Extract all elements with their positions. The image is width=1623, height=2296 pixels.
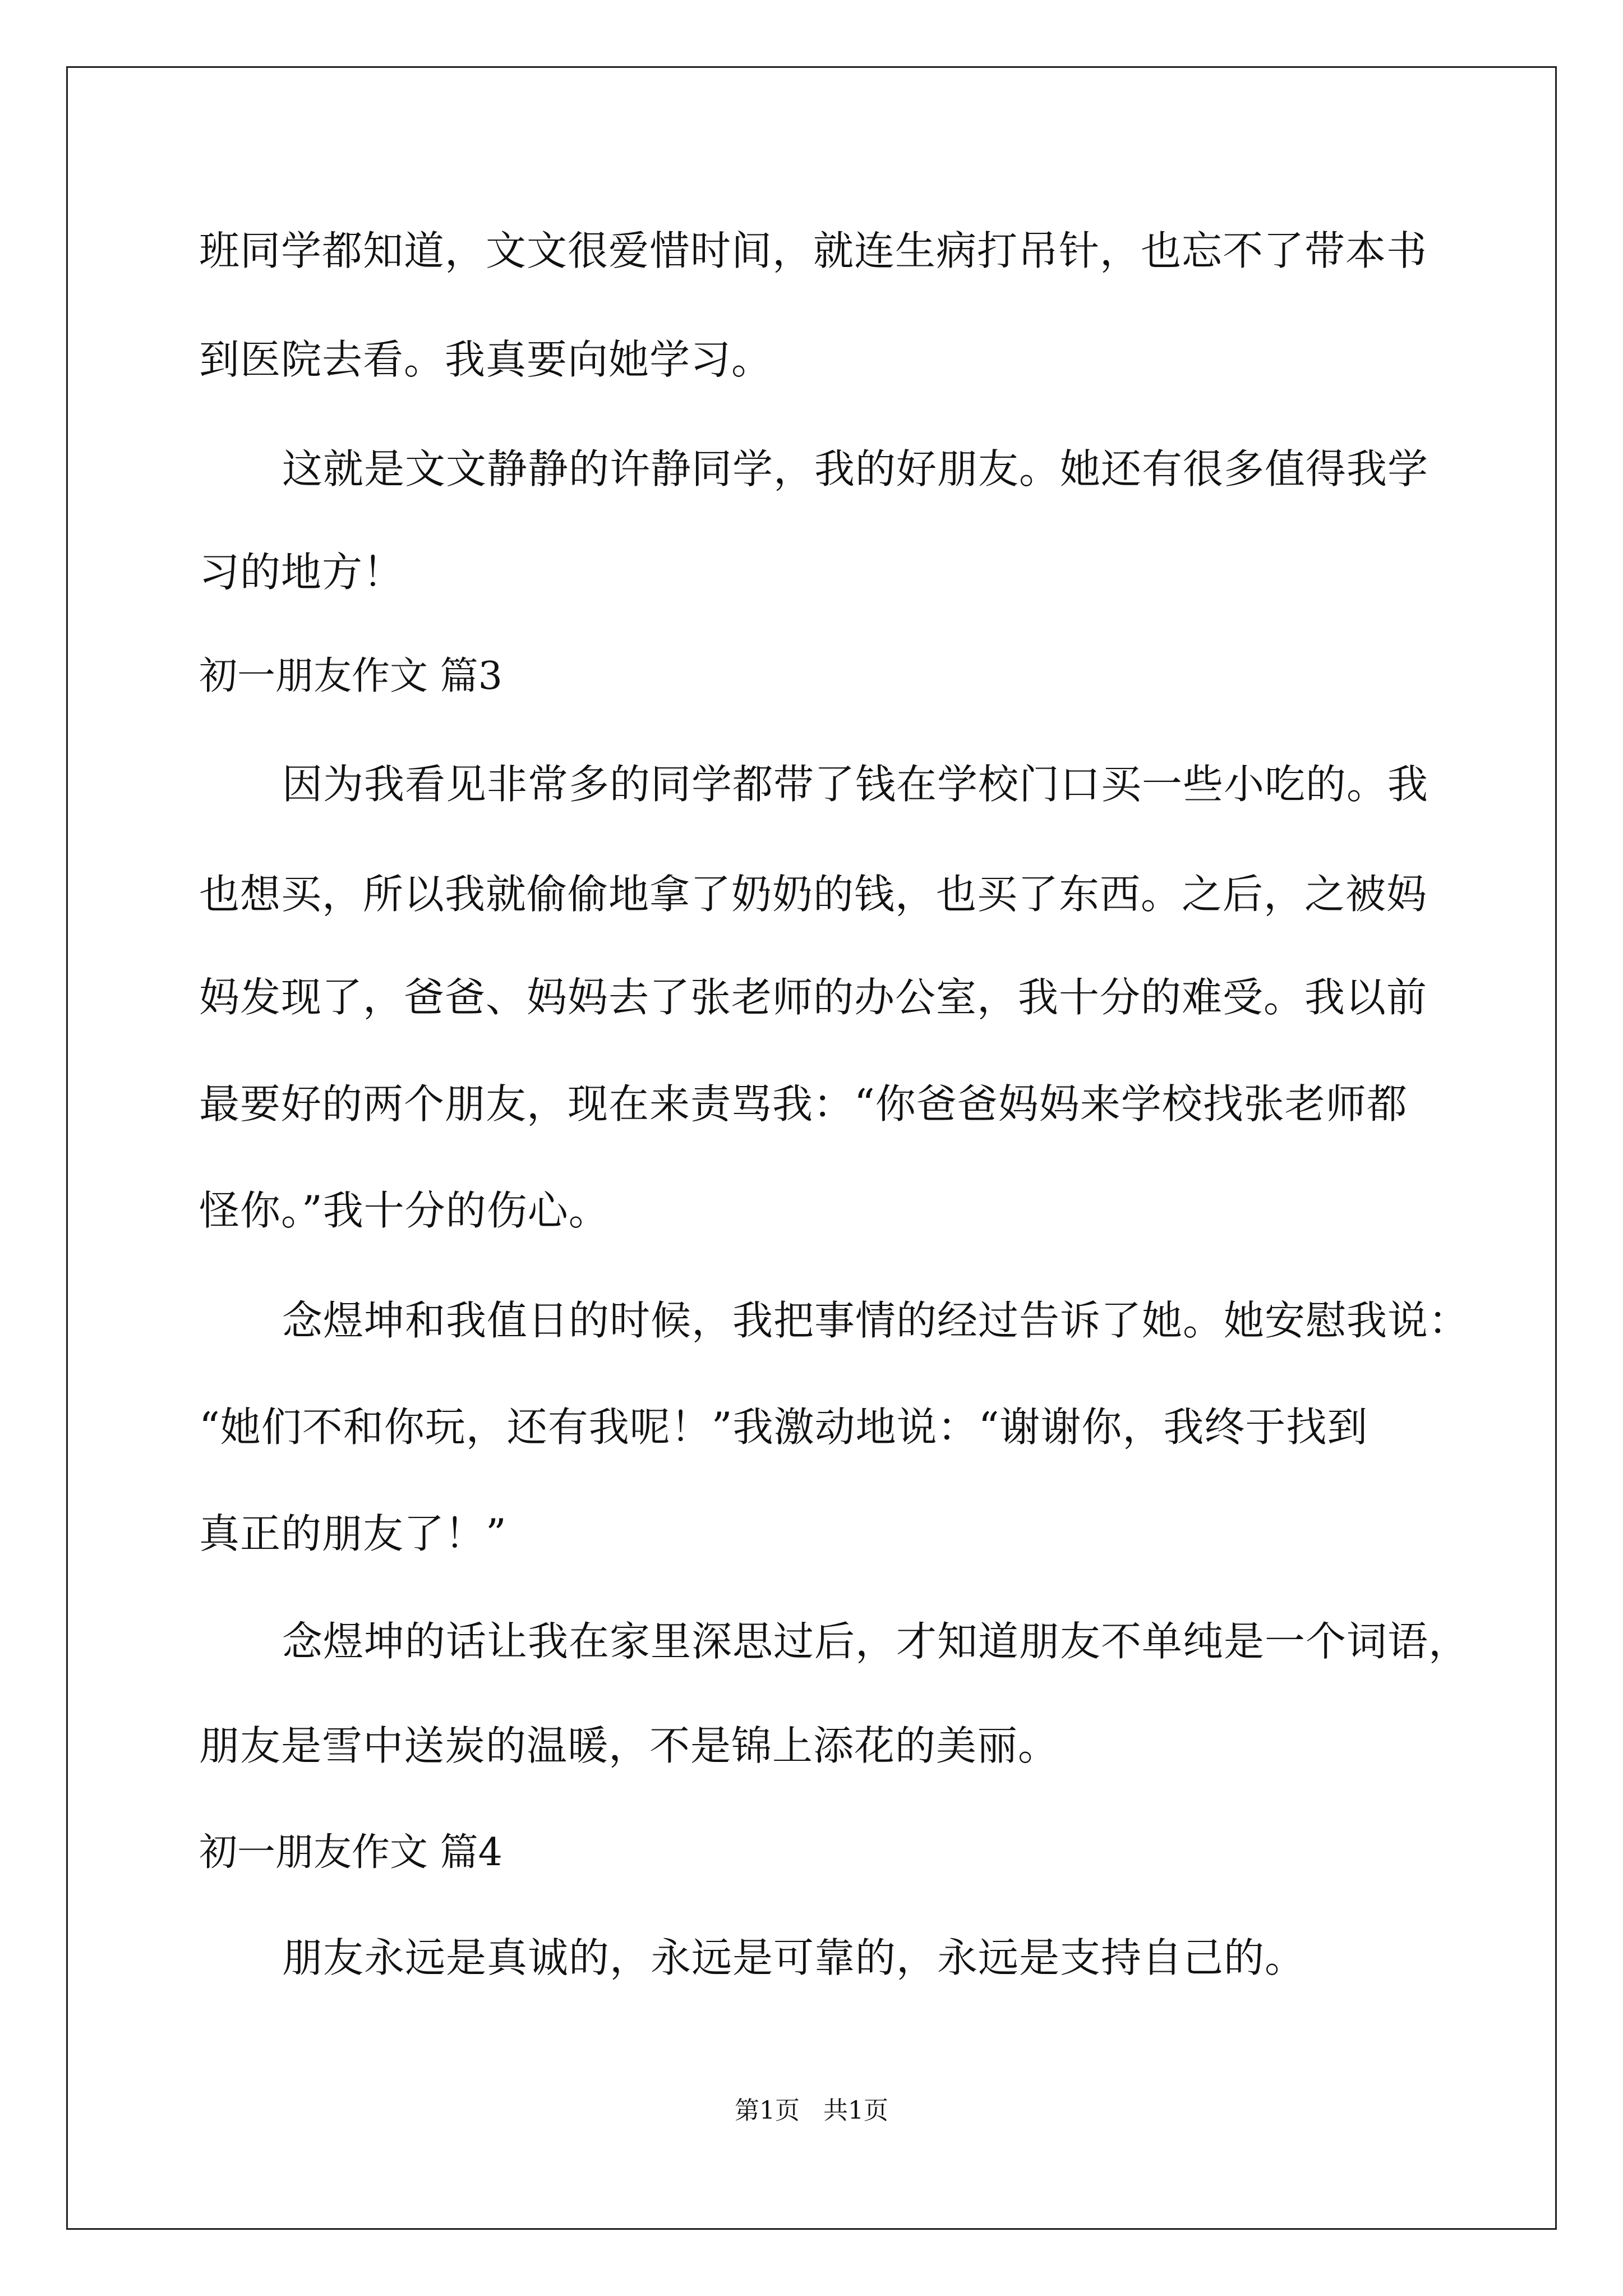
paragraph-line: 最要好的两个朋友，现在来责骂我：“你爸爸妈妈来学校找张老师都	[199, 1080, 1408, 1128]
paragraph-line: 也想买，所以我就偷偷地拿了奶奶的钱，也买了东西。之后，之被妈	[199, 871, 1428, 918]
paragraph-line: 因为我看见非常多的同学都带了钱在学校门口买一些小吃的。我	[282, 761, 1429, 808]
paragraph-line: 这就是文文静静的许静同学，我的好朋友。她还有很多值得我学	[282, 445, 1429, 493]
paragraph-line: 念煜坤的话让我在家里深思过后，才知道朋友不单纯是一个词语，	[282, 1618, 1470, 1665]
paragraph-line: 真正的朋友了！”	[199, 1510, 507, 1557]
paragraph-line: 朋友永远是真诚的，永远是可靠的，永远是支持自己的。	[282, 1934, 1306, 1981]
section-heading: 初一朋友作文 篇4	[199, 1830, 502, 1875]
paragraph-line: 念煜坤和我值日的时候，我把事情的经过告诉了她。她安慰我说：	[282, 1297, 1470, 1344]
paragraph-line: 妈发现了，爸爸、妈妈去了张老师的办公室，我十分的难受。我以前	[199, 974, 1428, 1021]
paragraph-line: “她们不和你玩，还有我呢！”我激动地说：“谢谢你，我终于找到	[199, 1404, 1368, 1451]
section-heading: 初一朋友作文 篇3	[199, 654, 502, 698]
paragraph-line: 到医院去看。我真要向她学习。	[199, 336, 773, 383]
paragraph-line: 怪你。”我十分的伤心。	[199, 1187, 610, 1234]
page-border	[66, 66, 1557, 2230]
paragraph-line: 班同学都知道，文文很爱惜时间，就连生病打吊针，也忘不了带本书	[199, 227, 1428, 274]
page-number-footer: 第1页 共1页	[735, 2096, 888, 2125]
paragraph-line: 习的地方！	[199, 549, 404, 596]
paragraph-line: 朋友是雪中送炭的温暖，不是锦上添花的美丽。	[199, 1722, 1059, 1769]
